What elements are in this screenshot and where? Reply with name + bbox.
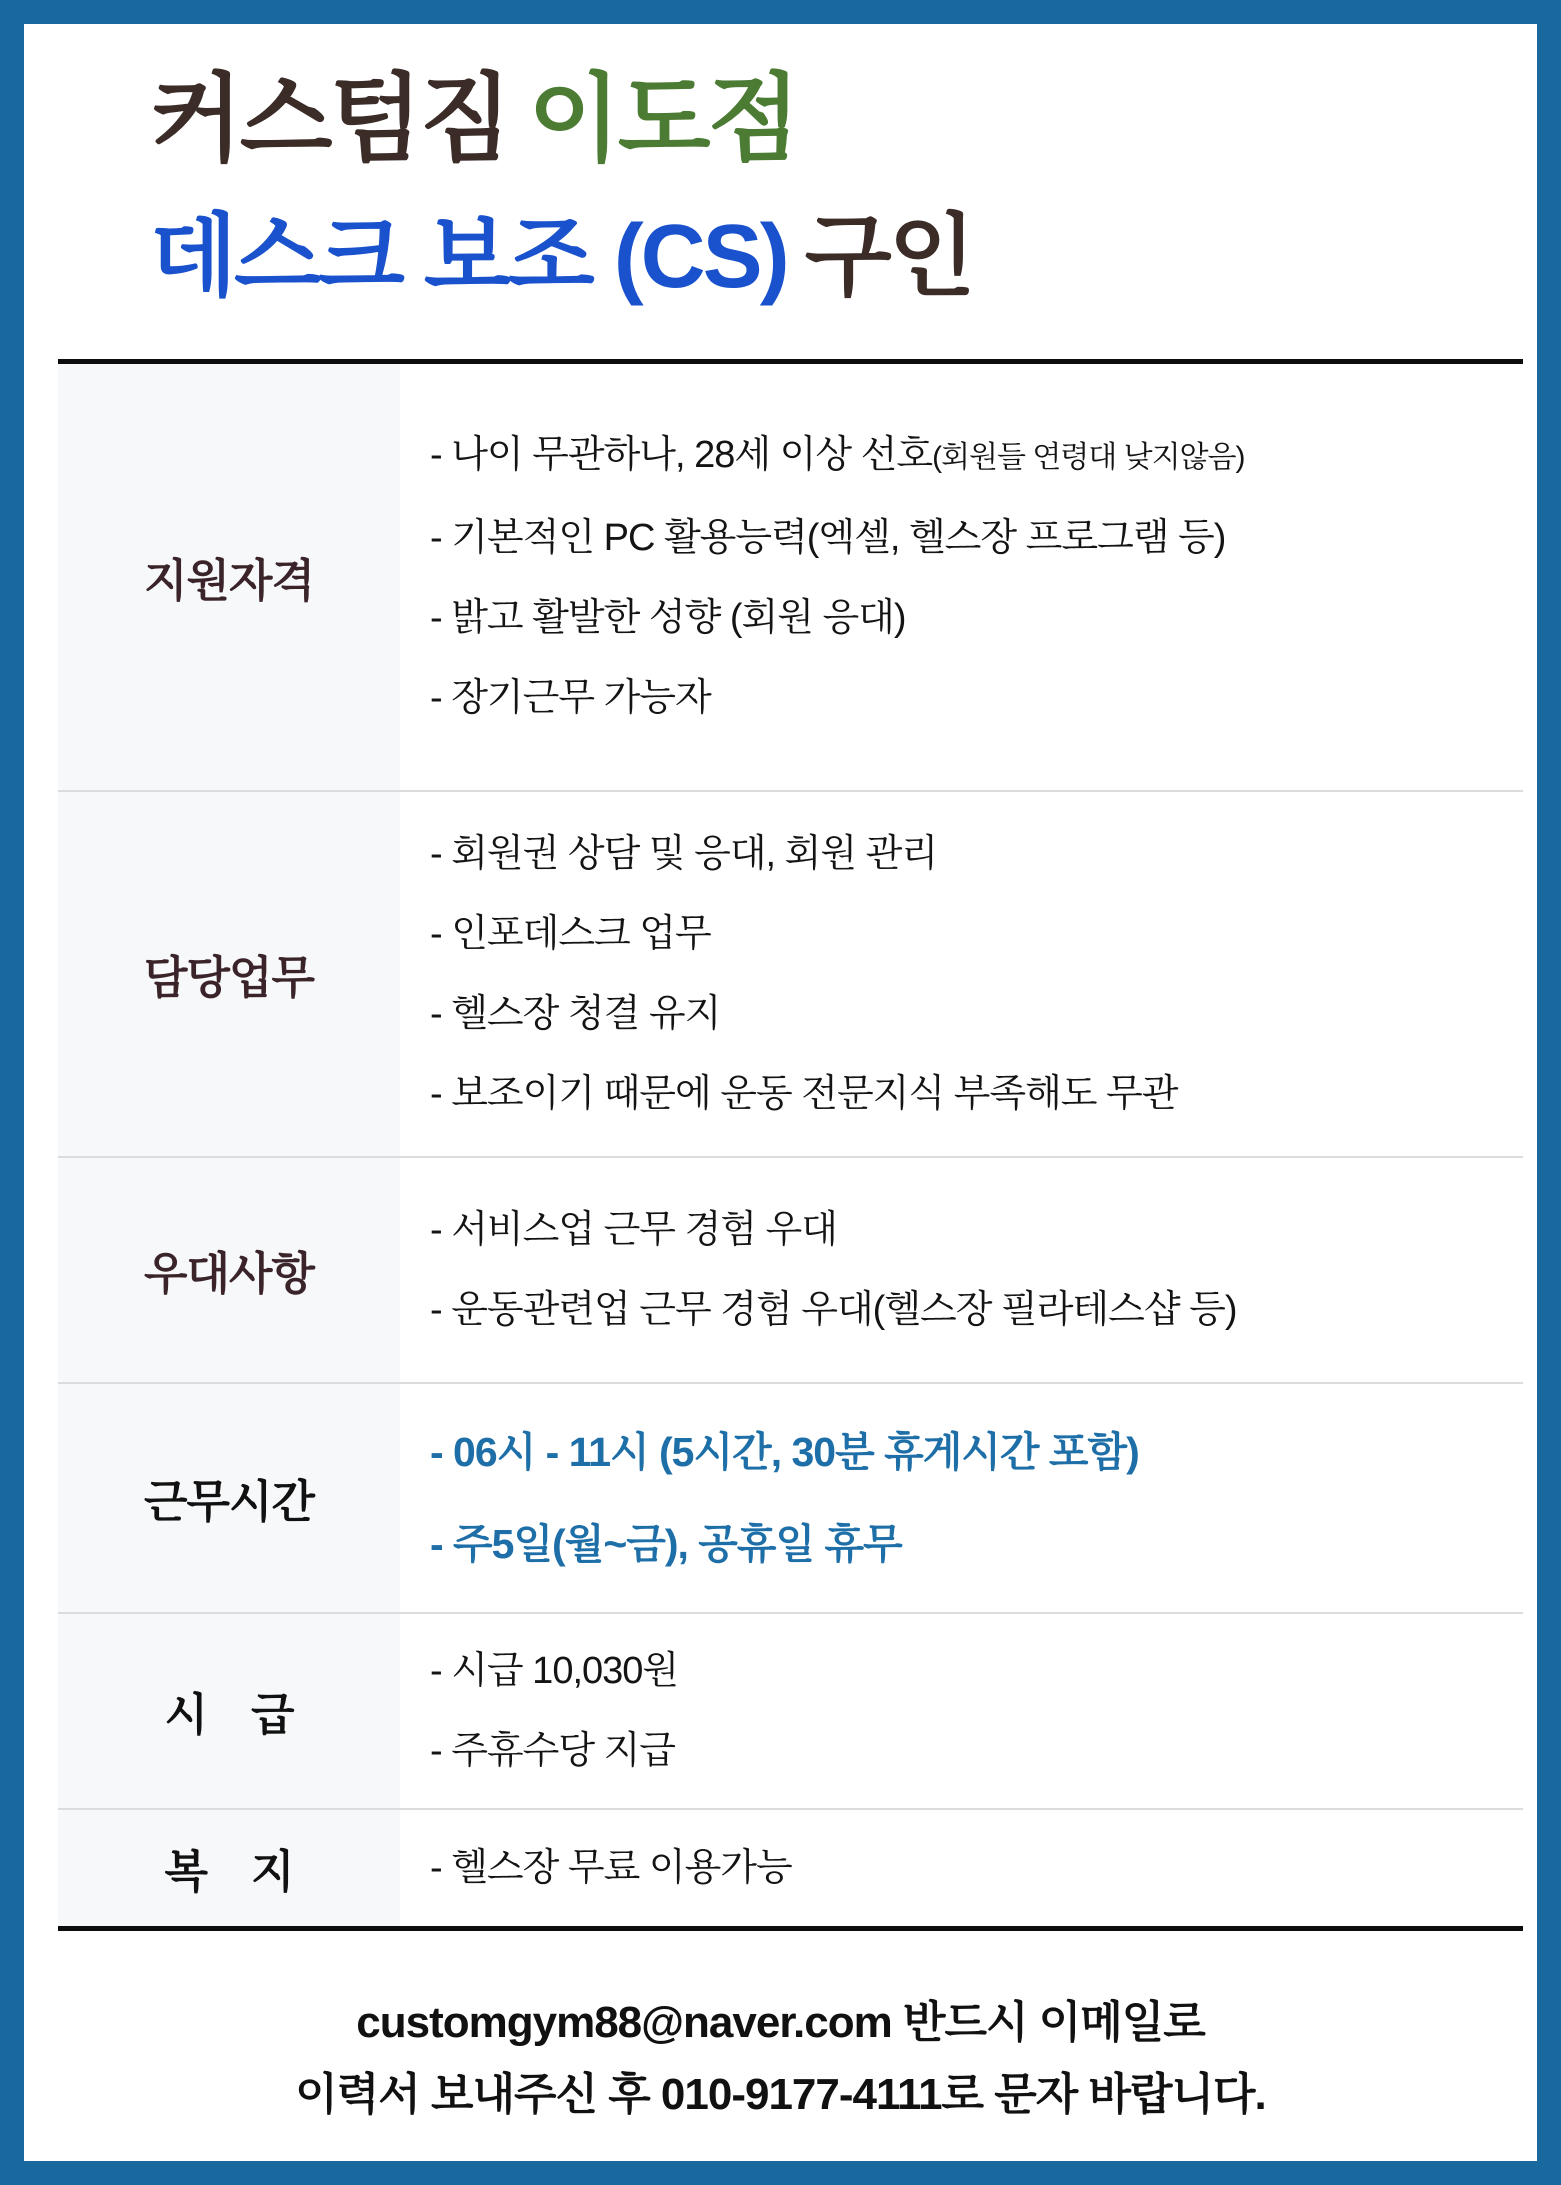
row-content-duties bbox=[400, 792, 1523, 1156]
position-title: 데스크 보조 (CS) bbox=[150, 207, 787, 307]
list-item: - 회원권 상담 및 응대, 회원 관리 bbox=[430, 832, 938, 875]
list-item: - 주5일(월~금), 공휴일 휴무 bbox=[430, 1520, 902, 1567]
list-item: - 밝고 활발한 성향 (회원 응대) bbox=[430, 597, 906, 639]
row-content-benefits bbox=[400, 1810, 1523, 1926]
gym-name: 커스텀짐 bbox=[150, 66, 509, 173]
contact-email-line: customgym88@naver.com 반드시 이메일로 bbox=[356, 1997, 1205, 2047]
list-item: - 인포데스크 업무 bbox=[430, 912, 711, 955]
table-row-benefits bbox=[58, 1808, 1523, 1926]
row-content-preferences bbox=[400, 1158, 1523, 1382]
row-content-work-hours bbox=[400, 1384, 1523, 1612]
list-item: - 헬스장 무료 이용가능 bbox=[430, 1846, 792, 1889]
poster-title bbox=[150, 48, 1497, 192]
row-label-duties: 담당업무 bbox=[58, 792, 400, 1156]
branch-name: 이도점 bbox=[528, 66, 798, 173]
list-item: - 헬스장 청결 유지 bbox=[430, 992, 721, 1035]
row-label-work-hours: 근무시간 bbox=[58, 1384, 400, 1612]
table-row-duties bbox=[58, 790, 1523, 1156]
row-label-hourly-wage: 시 급 bbox=[58, 1614, 400, 1808]
poster-header bbox=[150, 48, 1497, 323]
list-item: - 보조이기 때문에 운동 전문지식 부족해도 무관 bbox=[430, 1072, 1178, 1115]
contact-phone-line: 이력서 보내주신 후 010-9177-4111로 문자 바랍니다. bbox=[295, 2069, 1266, 2119]
row-content-qualifications bbox=[400, 364, 1523, 790]
list-item: - 06시 - 11시 (5시간, 30분 휴게시간 포함) bbox=[430, 1428, 1139, 1475]
row-label-benefits: 복 지 bbox=[58, 1810, 400, 1926]
list-item: - 시급 10,030원 bbox=[430, 1649, 679, 1692]
list-item: - 나이 무관하나, 28세 이상 선호(회원들 연령대 낮지않음) bbox=[430, 434, 1245, 476]
poster-subtitle bbox=[150, 192, 1497, 323]
row-label-qualifications: 지원자격 bbox=[58, 364, 400, 790]
contact-footer bbox=[24, 1987, 1537, 2131]
list-item: - 서비스업 근무 경험 우대 bbox=[430, 1208, 837, 1251]
table-row-work-hours bbox=[58, 1382, 1523, 1612]
table-row-qualifications bbox=[58, 364, 1523, 790]
list-item: - 주휴수당 지급 bbox=[430, 1729, 676, 1772]
recruit-word: 구인 bbox=[804, 207, 973, 307]
table-row-hourly-wage bbox=[58, 1612, 1523, 1808]
row-content-hourly-wage bbox=[400, 1614, 1523, 1808]
list-item: - 기본적인 PC 활용능력(엑셀, 헬스장 프로그램 등) bbox=[430, 517, 1226, 559]
list-item: - 운동관련업 근무 경험 우대(헬스장 필라테스샵 등) bbox=[430, 1288, 1237, 1331]
age-note: (회원들 연령대 낮지않음) bbox=[932, 441, 1245, 474]
list-item: - 장기근무 가능자 bbox=[430, 677, 711, 719]
row-label-preferences: 우대사항 bbox=[58, 1158, 400, 1382]
job-details-table bbox=[58, 359, 1523, 1931]
table-row-preferences bbox=[58, 1156, 1523, 1382]
